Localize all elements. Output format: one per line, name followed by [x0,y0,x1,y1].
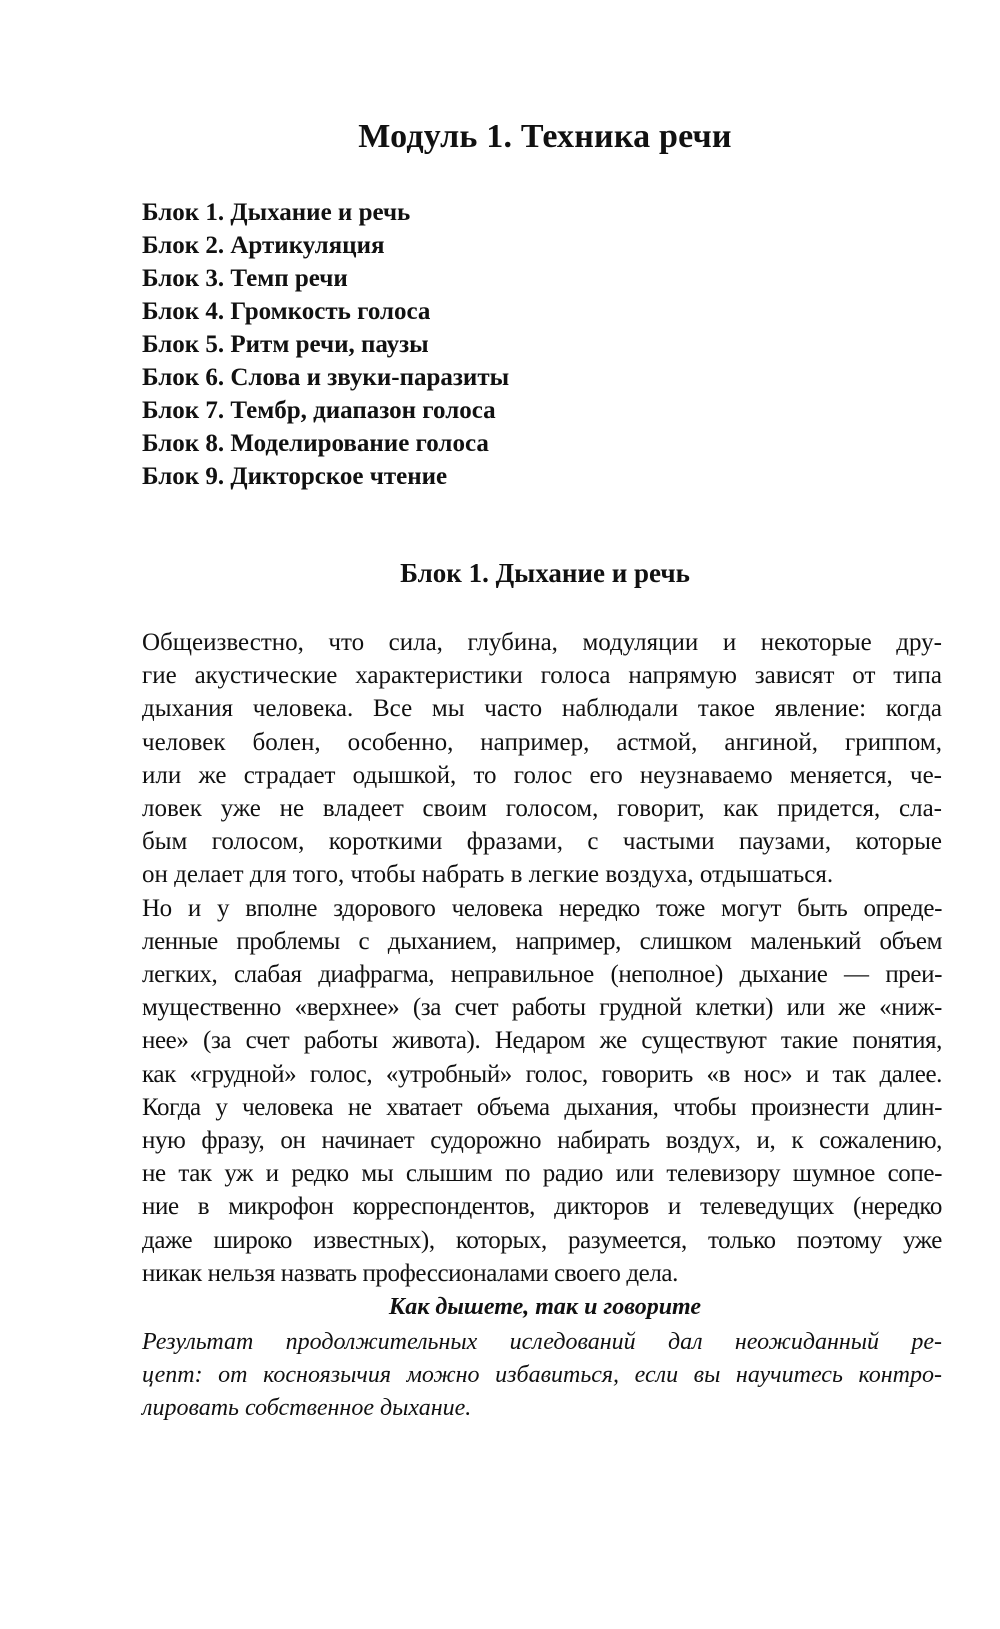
insert-title: Как дышете, так и говорите [388,1294,702,1320]
text-line: ленные проблемы с дыханием, например, слишком маленький объем [142,927,942,955]
toc-item: Блок 5. Ритм речи, паузы [142,331,429,358]
toc-item: Блок 6. Слова и звуки-паразиты [142,364,510,391]
text-line: бым голосом, короткими фразами, с частыми паузами, которые [142,828,942,856]
text-line: Но и у вполне здорового человека нередко тоже могут быть опреде- [142,894,942,922]
toc-item: Блок 4. Громкость голоса [142,298,431,325]
toc-item: Блок 8. Моделирование голоса [142,430,489,457]
text-line: цепт: от косноязычия можно избавиться, если вы научитесь контро- [142,1362,942,1388]
text-line: легких, слабая диафрагма, неправильное (неполное) дыхание — преи- [142,961,942,989]
text-line: мущественно «верхнее» (за счет работы грудной клетки) или же «ниж- [142,994,942,1022]
toc-item: Блок 9. Дикторское чтение [142,463,448,490]
insert-text [142,1326,942,1425]
toc-item: Блок 7. Тембр, диапазон голоса [142,397,496,424]
text-line: гие акустические характеристики голоса напрямую зависят от типа [142,662,942,690]
text-line: ловек уже не владеет своим голосом, говорит, как придется, сла- [142,795,942,823]
text-line: как «грудной» голос, «утробный» голос, говорить «в нос» и так далее. [142,1060,942,1088]
text-line: он делает для того, чтобы набрать в легкие воздуха, отдышаться. [142,861,834,889]
text-line: ние в микрофон корреспондентов, дикторов и телеведущих (нередко [142,1193,942,1221]
text-line: ную фразу, он начинает судорожно набирать воздух, и, к сожалению, [142,1127,942,1155]
text-line: никак нельзя назвать профессионалами своего дела. [142,1259,678,1287]
text-line: лировать собственное дыхание. [142,1395,472,1421]
text-line: или же страдает одышкой, то голос его неузнаваемо меняется, че- [142,761,942,789]
toc-item: Блок 2. Артикуляция [142,232,385,259]
text-line: Общеизвестно, что сила, глубина, модуляции и некоторые дру- [142,629,942,656]
paragraph-1 [142,626,942,892]
toc-item: Блок 3. Темп речи [142,265,348,292]
toc-item: Блок 1. Дыхание и речь [142,199,411,226]
table-of-contents [142,196,509,493]
paragraph-2 [142,892,942,1290]
body-text [142,626,942,1290]
module-title: Модуль 1. Техника речи [358,118,732,155]
text-line: Когда у человека не хватает объема дыхания, чтобы произнести длин- [142,1093,942,1121]
text-line: человек болен, особенно, например, астмой, ангиной, гриппом, [142,728,942,756]
text-line: даже широко известных), которых, разумеется, только поэтому уже [142,1226,942,1254]
text-line: не так уж и редко мы слышим по радио или телевизору шумное сопе- [142,1160,942,1188]
text-line: дыхания человека. Все мы часто наблюдали такое явление: когда [142,695,942,723]
text-line: Результат продолжительных иследований дал неожиданный ре- [142,1329,942,1355]
section-title: Блок 1. Дыхание и речь [400,558,690,588]
text-line: нее» (за счет работы живота). Недаром же существуют такие понятия, [142,1027,942,1055]
